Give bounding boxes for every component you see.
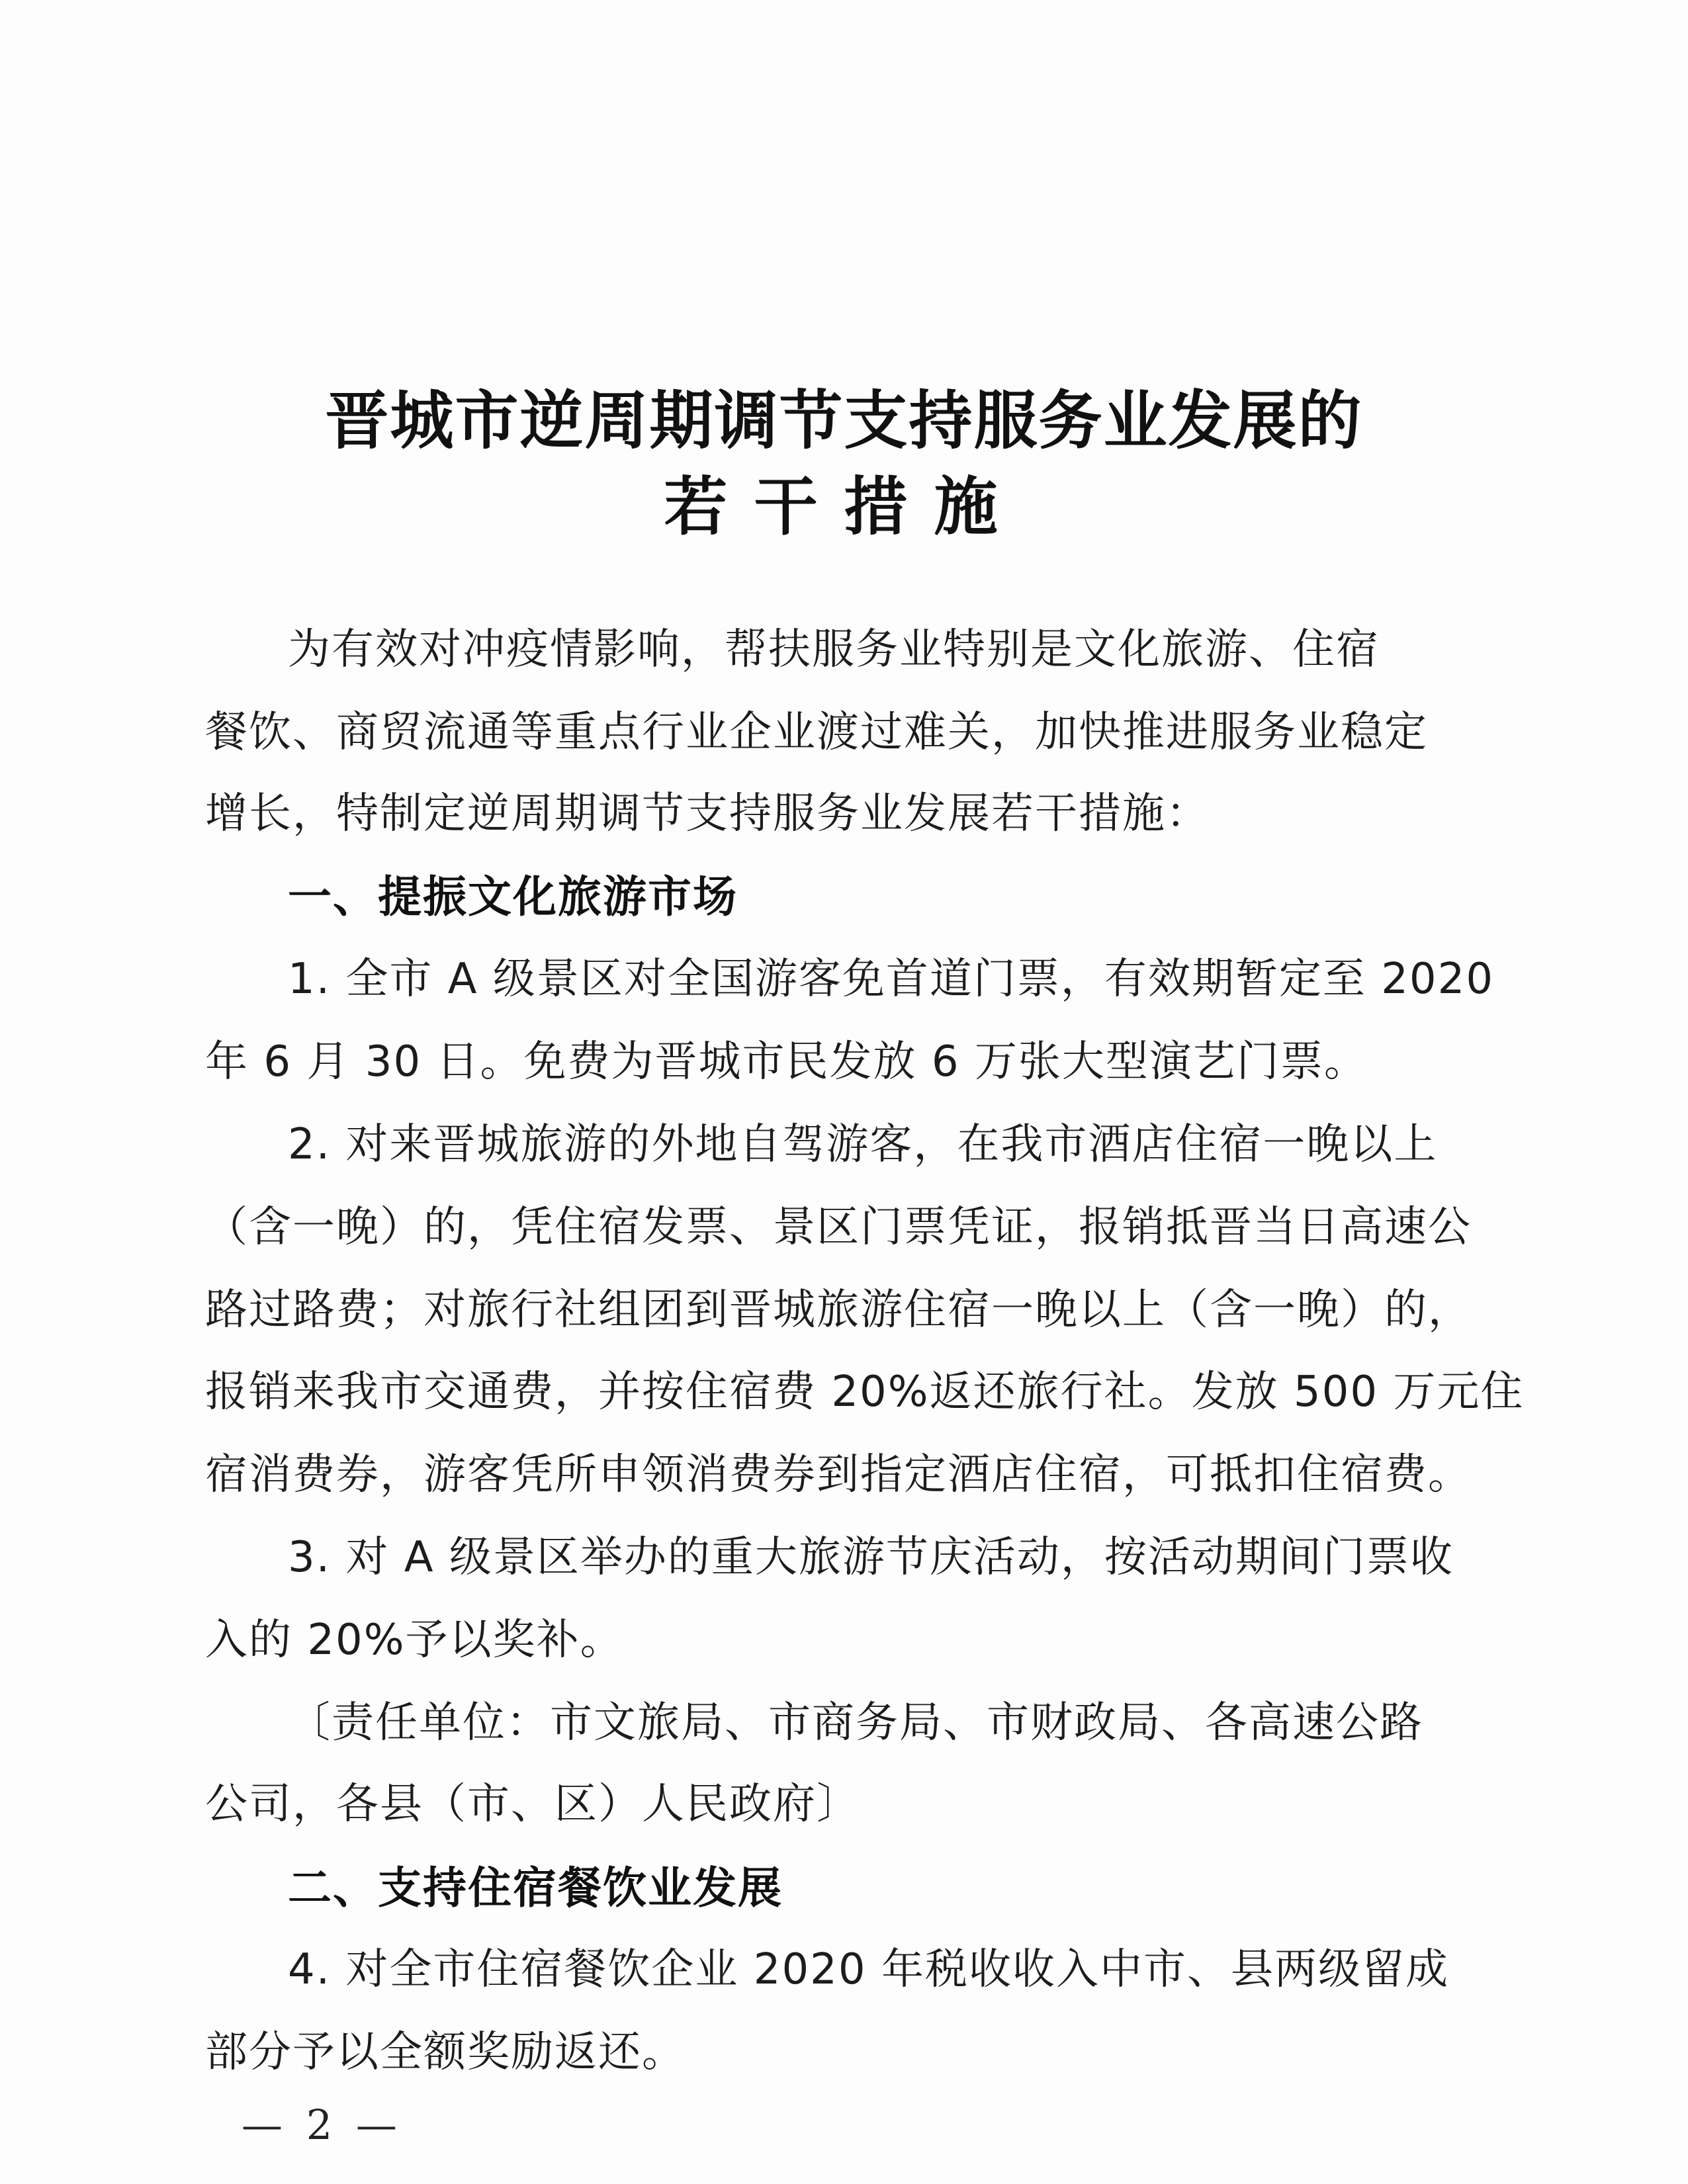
responsibility-line-1: 〔责任单位：市文旅局、市商务局、市财政局、各高速公路 [288,1698,1423,1747]
responsibility-line-2: 公司，各县（市、区）人民政府〕 [205,1780,860,1829]
document-title-line2: 若干措施 [664,469,1024,544]
section-heading-1: 一、提振文化旅游市场 [288,871,738,922]
item2-line-4: 报销来我市交通费，并按住宿费 20%返还旅行社。发放 500 万元住 [205,1368,1525,1417]
intro-line-1: 为有效对冲疫情影响，帮扶服务业特别是文化旅游、住宿 [288,625,1380,674]
intro-line-2: 餐饮、商贸流通等重点行业企业渡过难关，加快推进服务业稳定 [205,708,1428,757]
intro-line-3: 增长，特制定逆周期调节支持服务业发展若干措施： [205,789,1210,838]
item2-line-5: 宿消费券，游客凭所申领消费券到指定酒店住宿，可抵扣住宿费。 [205,1450,1472,1499]
item3-line-2: 入的 20%予以奖补。 [205,1616,624,1665]
item1-line-1: 1. 全市 A 级景区对全国游客免首道门票，有效期暂定至 2020 [288,955,1495,1004]
item3-line-1: 3. 对 A 级景区举办的重大旅游节庆活动，按活动期间门票收 [288,1533,1454,1582]
item4-line-1: 4. 对全市住宿餐饮企业 2020 年税收收入中市、县两级留成 [288,1945,1449,1994]
document-title-line1: 晋城市逆周期调节支持服务业发展的 [325,383,1363,458]
item4-line-2: 部分予以全额奖励返还。 [205,2028,686,2077]
item2-line-2: （含一晚）的，凭住宿发票、景区门票凭证，报销抵晋当日高速公 [205,1203,1472,1252]
item1-line-2: 年 6 月 30 日。免费为晋城市民发放 6 万张大型演艺门票。 [205,1037,1368,1086]
item2-line-3: 路过路费；对旅行社组团到晋城旅游住宿一晚以上（含一晚）的， [205,1286,1472,1334]
section-heading-2: 二、支持住宿餐饮业发展 [288,1862,783,1913]
item2-line-1: 2. 对来晋城旅游的外地自驾游客，在我市酒店住宿一晚以上 [288,1120,1438,1169]
page-number: — 2 — [242,2101,402,2149]
